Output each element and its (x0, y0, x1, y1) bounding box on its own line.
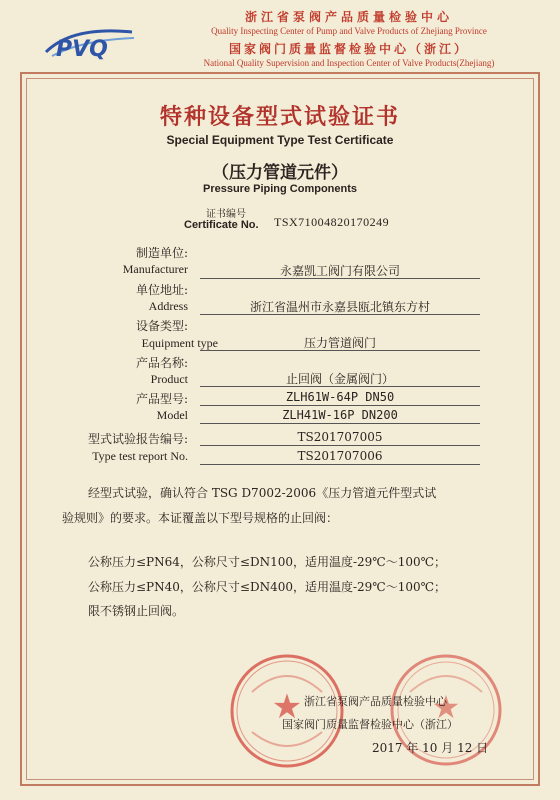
certificate-number: TSX71004820170249 (274, 215, 390, 229)
header-national-center-cn: 国家阀门质量监督检验中心（浙江） (228, 42, 469, 56)
seal-left-stamp (228, 652, 346, 770)
header-national-center-en: National Quality Supervision and Inspection Center of Valve Products(Zhejiang) (203, 58, 495, 68)
body-paragraph-line-1: 经型式试验，确认符合 TSG D7002-2006《压力管道元件型式试 (88, 486, 437, 500)
manufacturer-underline (200, 278, 480, 279)
manufacturer-label-en: Manufacturer (122, 262, 188, 276)
report-value-1: TS201707005 (297, 430, 383, 444)
report-underline-1 (200, 445, 480, 446)
report-value-2: TS201707006 (297, 449, 383, 463)
report-underline-2 (200, 464, 480, 465)
product-underline (200, 386, 480, 387)
subtitle-cn: （压力管道元件） (212, 163, 348, 183)
svg-text:★: ★ (431, 688, 461, 726)
address-label-en: Address (148, 299, 188, 313)
model-label-cn: 产品型号: (135, 392, 188, 406)
issuer-name-1: 浙江省泵阀产品质量检验中心 (304, 695, 447, 708)
svg-text:★: ★ (271, 687, 303, 727)
report-label-cn: 型式试验报告编号: (87, 432, 188, 446)
equipment-type-underline (200, 350, 480, 351)
product-label-cn: 产品名称: (135, 356, 188, 370)
spec-line-1: 公称压力≤PN64，公称尺寸≤DN100，适用温度-29℃～100℃； (88, 555, 447, 569)
model-value-1: ZLH61W-64P DN50 (285, 390, 395, 404)
report-label-en: Type test report No. (92, 449, 188, 463)
pvq-logo (42, 22, 138, 62)
manufacturer-value: 永嘉凯工阀门有限公司 (279, 264, 400, 278)
logo-text: PVQ (56, 37, 108, 62)
spec-line-3: 限不锈钢止回阀。 (88, 604, 185, 618)
header-center-name-cn: 浙江省泵阀产品质量检验中心 (244, 10, 453, 24)
product-label-en: Product (150, 372, 188, 386)
manufacturer-label-cn: 制造单位: (135, 246, 188, 260)
equipment-type-value: 压力管道阀门 (303, 336, 376, 350)
spec-line-2: 公称压力≤PN40，公称尺寸≤DN400，适用温度-29℃～100℃； (88, 580, 447, 594)
model-label-en: Model (156, 408, 188, 422)
address-value: 浙江省温州市永嘉县瓯北镇东方村 (249, 300, 430, 314)
equipment-type-label-cn: 设备类型: (135, 319, 188, 333)
address-underline (200, 314, 480, 315)
title-cn: 特种设备型式试验证书 (159, 104, 400, 130)
certificate-label-en: Certificate No. (184, 219, 259, 231)
model-underline-1 (200, 405, 480, 406)
issuer-name-2: 国家阀门质量监督检验中心（浙江） (282, 718, 458, 731)
title-en: Special Equipment Type Test Certificate (166, 133, 394, 147)
model-underline-2 (200, 423, 480, 424)
model-value-2: ZLH41W-16P DN200 (282, 408, 398, 422)
product-value: 止回阀（金属阀门） (285, 372, 394, 386)
certificate-label-cn: 证书编号 (206, 209, 246, 220)
body-paragraph-line-2: 验规则》的要求。本证覆盖以下型号规格的止回阀： (62, 511, 339, 525)
issue-date: 2017 年 10 月 12 日 (372, 741, 489, 755)
header-center-name-en: Quality Inspecting Center of Pump and Valve Products of Zhejiang Province (211, 26, 487, 36)
address-label-cn: 单位地址: (135, 283, 188, 297)
subtitle-en: Pressure Piping Components (202, 183, 358, 195)
equipment-type-label-en: Equipment type (141, 336, 218, 350)
